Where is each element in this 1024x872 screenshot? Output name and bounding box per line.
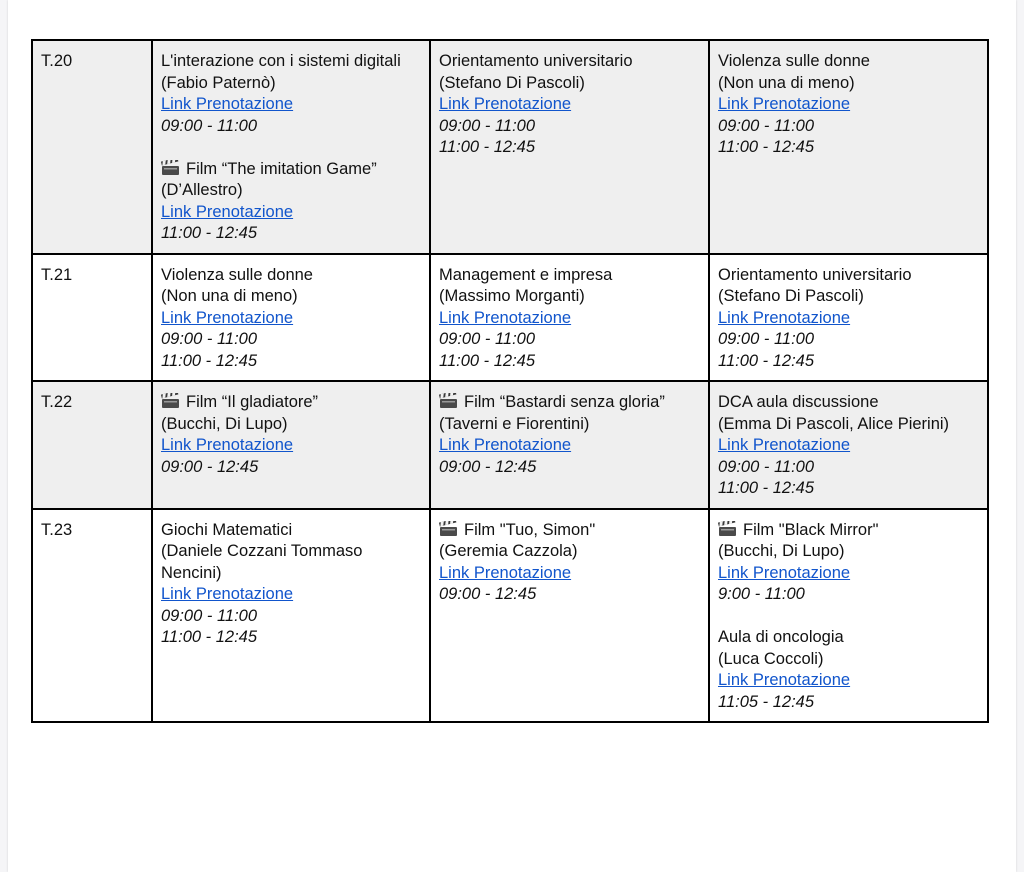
session-speaker: (Stefano Di Pascoli)	[439, 73, 585, 92]
session-title	[718, 520, 979, 542]
session-time: 09:00 - 11:00	[439, 330, 536, 348]
session-speaker: (Geremia Cazzola)	[439, 542, 578, 560]
session-title-text: Film “Bastardi senza gloria”	[464, 393, 665, 411]
session-title-text: Violenza sulle donne	[718, 52, 870, 70]
session-time: 11:00 - 12:45	[439, 351, 536, 370]
session-speaker: (Massimo Morganti)	[439, 287, 585, 305]
session-cell	[709, 40, 988, 254]
session-title-text: Film "Black Mirror"	[743, 520, 879, 539]
session-speaker: (Bucchi, Di Lupo)	[161, 414, 288, 433]
session-entry	[718, 627, 979, 713]
session-speaker: (Bucchi, Di Lupo)	[718, 542, 845, 560]
room-cell: T.22	[32, 381, 152, 509]
clapper-board-icon	[161, 393, 180, 409]
session-time: 11:00 - 12:45	[161, 351, 258, 370]
session-title-text: Orientamento universitario	[718, 265, 912, 284]
schedule-body	[32, 40, 988, 722]
document-page	[8, 0, 1016, 872]
booking-link[interactable]: Link Prenotazione	[439, 95, 572, 113]
session-title	[718, 265, 979, 287]
session-time: 09:00 - 12:45	[439, 457, 537, 476]
schedule-table	[31, 39, 989, 723]
session-time: 11:00 - 12:45	[161, 224, 258, 242]
booking-link[interactable]: Link Prenotazione	[439, 563, 572, 582]
session-title	[161, 159, 421, 181]
session-entry	[161, 265, 421, 373]
clapper-board-icon	[439, 393, 458, 409]
table-row	[32, 509, 988, 723]
session-time: 09:00 - 11:00	[439, 116, 536, 135]
session-entry	[161, 159, 421, 245]
session-time: 09:00 - 11:00	[161, 330, 258, 348]
session-title-text: Management e impresa	[439, 265, 613, 284]
session-title	[718, 51, 979, 73]
session-title-text: Violenza sulle donne	[161, 265, 313, 284]
booking-link[interactable]: Link Prenotazione	[161, 308, 294, 327]
room-cell: T.23	[32, 509, 152, 723]
session-title-text: Film “The imitation Game”	[186, 159, 377, 178]
session-cell	[709, 509, 988, 723]
table-row	[32, 40, 988, 254]
session-title	[161, 51, 421, 73]
session-speaker: (Fabio Paternò)	[161, 73, 276, 92]
booking-link[interactable]: Link Prenotazione	[161, 95, 294, 113]
session-time: 11:05 - 12:45	[718, 692, 815, 711]
session-entry	[439, 392, 700, 478]
booking-link[interactable]: Link Prenotazione	[161, 585, 294, 603]
session-time: 09:00 - 11:00	[161, 606, 258, 625]
session-speaker: (Luca Coccoli)	[718, 649, 824, 668]
session-time: 11:00 - 12:45	[718, 138, 815, 156]
session-cell	[152, 254, 430, 382]
session-speaker: (D’Allestro)	[161, 181, 243, 199]
session-entry	[718, 392, 979, 500]
session-title-text: Film "Tuo, Simon"	[464, 520, 596, 539]
table-row	[32, 381, 988, 509]
session-cell	[709, 381, 988, 509]
table-row	[32, 254, 988, 382]
session-cell	[430, 40, 709, 254]
session-title	[718, 392, 979, 414]
booking-link[interactable]: Link Prenotazione	[161, 202, 294, 221]
session-entry	[718, 265, 979, 373]
session-title	[161, 265, 421, 287]
session-time: 09:00 - 11:00	[718, 457, 815, 476]
session-entry	[161, 392, 421, 478]
booking-link[interactable]: Link Prenotazione	[161, 436, 294, 454]
session-speaker: (Taverni e Fiorentini)	[439, 414, 590, 433]
clapper-board-icon	[439, 521, 458, 537]
session-time: 09:00 - 11:00	[718, 116, 815, 135]
session-title	[439, 392, 700, 414]
session-cell	[709, 254, 988, 382]
session-entry	[439, 51, 700, 159]
session-title	[718, 627, 979, 649]
session-cell	[152, 381, 430, 509]
session-time: 9:00 - 11:00	[718, 585, 805, 603]
session-cell	[430, 254, 709, 382]
session-time: 09:00 - 11:00	[161, 116, 258, 135]
session-title	[439, 265, 700, 287]
session-title-text: DCA aula discussione	[718, 393, 879, 411]
session-speaker: (Non una di meno)	[161, 287, 298, 305]
session-title-text: Aula di oncologia	[718, 628, 844, 646]
session-time: 11:00 - 12:45	[718, 479, 815, 497]
booking-link[interactable]: Link Prenotazione	[718, 308, 851, 327]
room-cell: T.21	[32, 254, 152, 382]
session-speaker: (Non una di meno)	[718, 73, 855, 92]
booking-link[interactable]: Link Prenotazione	[718, 671, 851, 689]
session-time: 11:00 - 12:45	[718, 351, 815, 370]
session-entry	[161, 51, 421, 137]
session-title	[161, 392, 421, 414]
session-title-text: Film “Il gladiatore”	[186, 393, 319, 411]
clapper-board-icon	[718, 521, 737, 537]
session-title	[439, 520, 700, 542]
booking-link[interactable]: Link Prenotazione	[718, 436, 851, 454]
session-speaker: (Stefano Di Pascoli)	[718, 287, 864, 305]
session-time: 11:00 - 12:45	[439, 138, 536, 156]
booking-link[interactable]: Link Prenotazione	[718, 95, 851, 113]
session-speaker: (Daniele Cozzani Tommaso Nencini)	[161, 542, 363, 582]
session-speaker: (Emma Di Pascoli, Alice Pierini)	[718, 414, 950, 433]
clapper-board-icon	[161, 160, 180, 176]
booking-link[interactable]: Link Prenotazione	[439, 308, 572, 327]
session-time: 11:00 - 12:45	[161, 628, 258, 646]
session-entry	[161, 520, 421, 649]
session-entry	[718, 51, 979, 159]
room-cell: T.20	[32, 40, 152, 254]
booking-link[interactable]: Link Prenotazione	[439, 436, 572, 454]
session-title-text: Orientamento universitario	[439, 52, 633, 70]
session-entry	[439, 520, 700, 606]
session-title	[161, 520, 421, 542]
session-title-text: L'interazione con i sistemi digitali	[161, 52, 401, 70]
session-cell	[152, 40, 430, 254]
session-cell	[430, 381, 709, 509]
booking-link[interactable]: Link Prenotazione	[718, 563, 851, 582]
session-time: 09:00 - 12:45	[439, 585, 537, 603]
session-entry	[439, 265, 700, 373]
session-title-text: Giochi Matematici	[161, 520, 293, 539]
session-entry	[718, 520, 979, 606]
session-title	[439, 51, 700, 73]
session-cell	[430, 509, 709, 723]
session-cell	[152, 509, 430, 723]
session-time: 09:00 - 12:45	[161, 457, 259, 476]
session-time: 09:00 - 11:00	[718, 330, 815, 348]
